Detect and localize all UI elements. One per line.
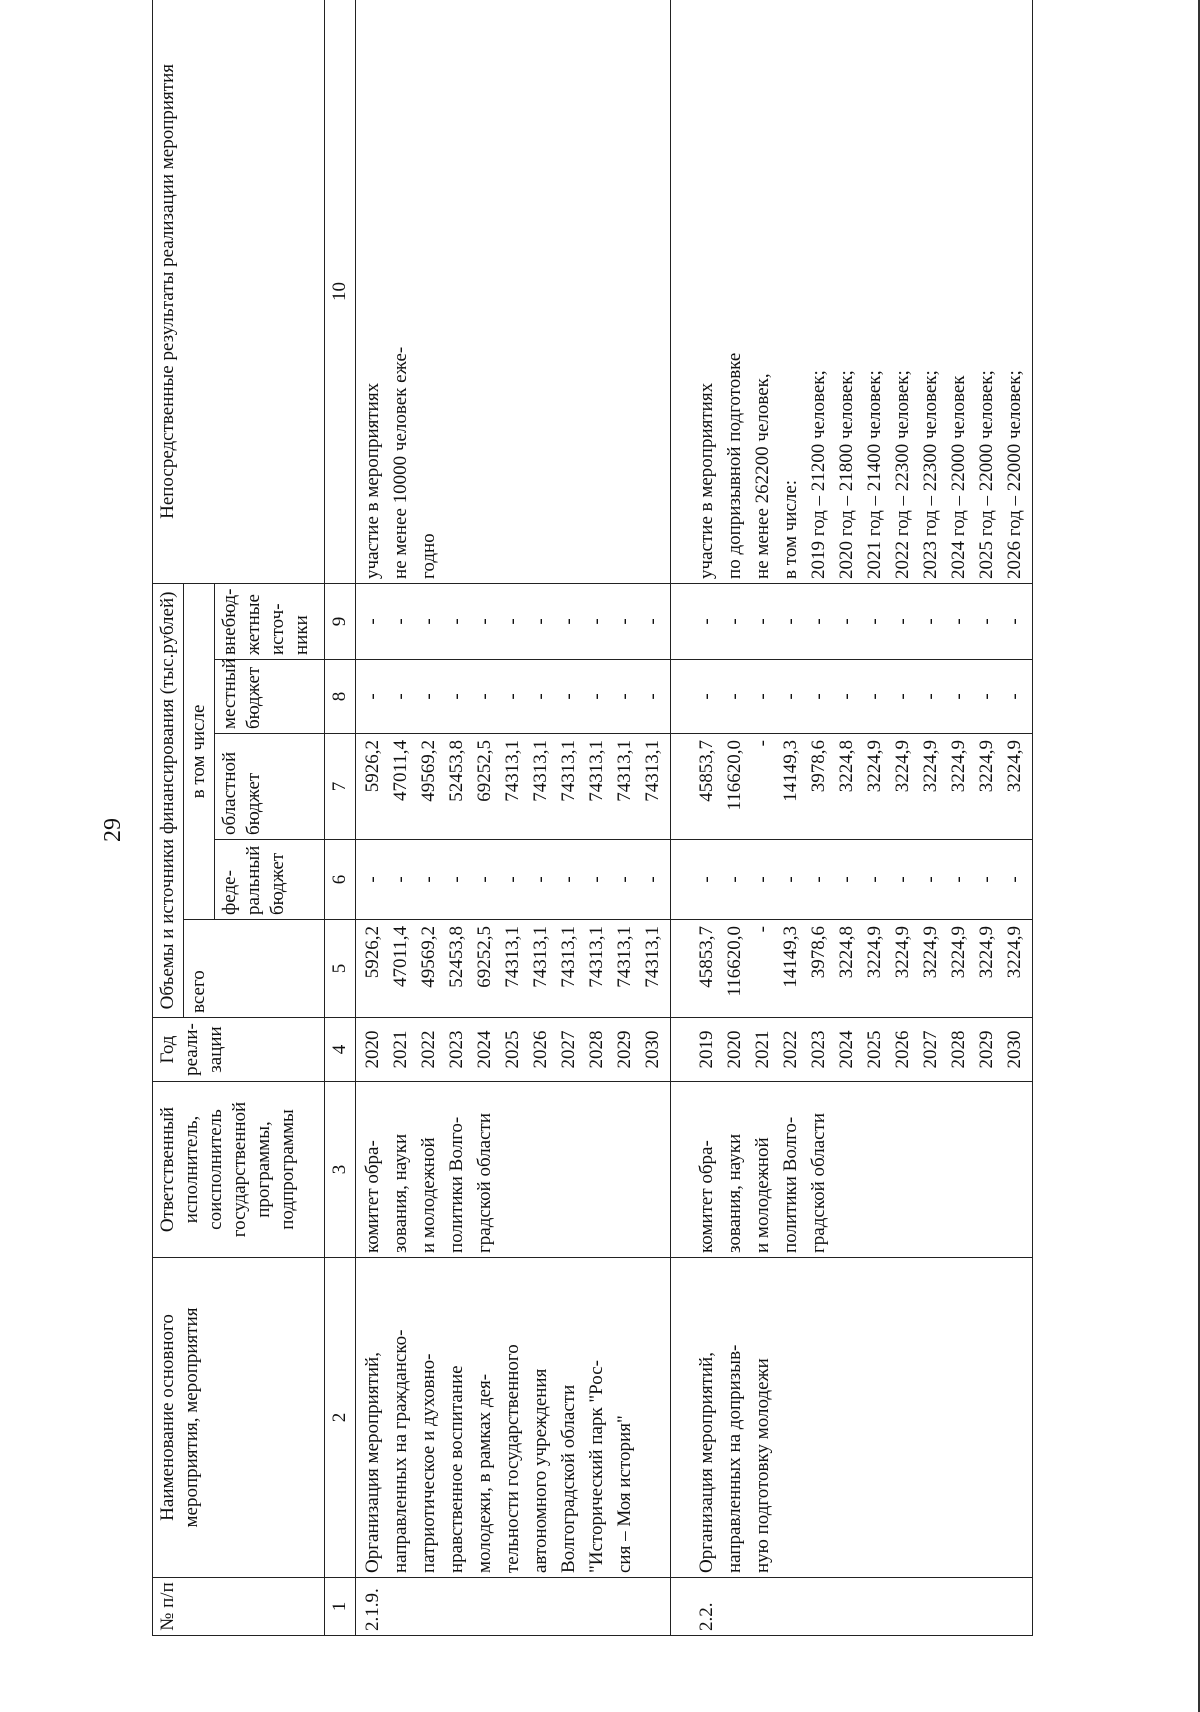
row-local	[671, 660, 1033, 734]
local-value: -	[418, 693, 439, 700]
local-value: -	[892, 693, 913, 700]
header-year: Год реали-зации	[153, 1018, 325, 1082]
name-line: Организация мероприятий,	[696, 1352, 717, 1573]
regional-value: -	[752, 740, 773, 747]
name-line: молодежи, в рамках дея-	[474, 1373, 495, 1573]
federal-value: -	[390, 876, 411, 883]
extrabudget-value: -	[948, 618, 969, 625]
extrabudget-value: -	[724, 618, 745, 625]
extrabudget-value: -	[752, 618, 773, 625]
result-line: 2024 год – 22000 человек	[948, 375, 969, 579]
program-table	[152, 0, 1033, 1636]
year-value: 2025	[864, 1030, 885, 1069]
year-value: 2019	[696, 1030, 717, 1069]
federal-value: -	[502, 876, 523, 883]
regional-value: 49569,2	[418, 740, 439, 802]
total-value: 5926,2	[362, 926, 383, 979]
result-line: не менее 10000 человек еже-	[390, 346, 411, 579]
year-value: 2020	[362, 1030, 383, 1069]
local-value: -	[808, 693, 829, 700]
year-value: 2028	[948, 1030, 969, 1069]
local-value: -	[642, 693, 663, 700]
row-name	[671, 1258, 1033, 1578]
regional-value: 45853,7	[696, 740, 717, 802]
extrabudget-value: -	[530, 618, 551, 625]
extrabudget-value: -	[502, 618, 523, 625]
header-finance: Объемы и источники финансирования (тыс.рублей)	[153, 583, 184, 1017]
extrabudget-value: -	[1004, 618, 1025, 625]
federal-value: -	[752, 876, 773, 883]
extrabudget-value: -	[920, 618, 941, 625]
result-line: 2023 год – 22300 человек;	[920, 370, 941, 579]
result-line: годно	[418, 533, 439, 579]
local-value: -	[446, 693, 467, 700]
row-years	[356, 1018, 671, 1082]
federal-value: -	[696, 876, 717, 883]
executor-line: комитет обра-	[362, 1140, 383, 1253]
column-number-row	[325, 0, 356, 1636]
row-total	[356, 920, 671, 1018]
name-line: "Исторический парк "Рос-	[586, 1359, 607, 1573]
row-years	[671, 1018, 1033, 1082]
row-federal	[671, 840, 1033, 920]
total-value: 74313,1	[558, 926, 579, 988]
federal-value: -	[724, 876, 745, 883]
regional-value: 52453,8	[446, 740, 467, 802]
extrabudget-value: -	[558, 618, 579, 625]
year-value: 2026	[530, 1030, 551, 1069]
total-value: 74313,1	[530, 926, 551, 988]
year-value: 2029	[614, 1030, 635, 1069]
header-total: всего	[184, 920, 325, 1018]
row-regional	[356, 734, 671, 840]
row-name	[356, 1258, 671, 1578]
total-value: 49569,2	[418, 926, 439, 988]
executor-line: градской области	[808, 1112, 829, 1253]
federal-value: -	[976, 876, 997, 883]
executor-line: политики Волго-	[446, 1116, 467, 1253]
total-value: 69252,5	[474, 926, 495, 988]
year-value: 2024	[836, 1030, 857, 1069]
regional-value: 116620,0	[724, 740, 745, 811]
row-number: 2.2.	[671, 1578, 1033, 1636]
federal-value: -	[780, 876, 801, 883]
total-value: -	[752, 926, 773, 933]
year-value: 2023	[808, 1030, 829, 1069]
extrabudget-value: -	[892, 618, 913, 625]
total-value: 3224,9	[1004, 926, 1025, 979]
total-value: 45853,7	[696, 926, 717, 988]
row-federal	[356, 840, 671, 920]
local-value: -	[474, 693, 495, 700]
result-line: участие в мероприятиях	[696, 382, 717, 579]
federal-value: -	[362, 876, 383, 883]
extrabudget-value: -	[586, 618, 607, 625]
federal-value: -	[474, 876, 495, 883]
regional-value: 3224,9	[976, 740, 997, 793]
total-value: 3224,8	[836, 926, 857, 979]
result-line: 2020 год – 21800 человек;	[836, 370, 857, 579]
regional-value: 74313,1	[558, 740, 579, 802]
federal-value: -	[948, 876, 969, 883]
name-line: автономного учреждения	[530, 1368, 551, 1573]
result-line: не менее 262200 человек,	[752, 373, 773, 579]
table-row	[671, 0, 1033, 1636]
header-executor: Ответственный исполнитель, соисполнитель государственной программы, подпрограммы	[153, 1082, 325, 1258]
result-line: участие в мероприятиях	[362, 382, 383, 579]
federal-value: -	[920, 876, 941, 883]
extrabudget-value: -	[642, 618, 663, 625]
regional-value: 3224,9	[1004, 740, 1025, 793]
regional-value: 3224,9	[920, 740, 941, 793]
local-value: -	[696, 693, 717, 700]
row-executor	[356, 1082, 671, 1258]
extrabudget-value: -	[780, 618, 801, 625]
year-value: 2027	[558, 1030, 579, 1069]
extrabudget-value: -	[390, 618, 411, 625]
total-value: 74313,1	[502, 926, 523, 988]
name-line: тельности государственного	[502, 1344, 523, 1573]
local-value: -	[752, 693, 773, 700]
colnum-3: 3	[325, 1082, 356, 1258]
total-value: 14149,3	[780, 926, 801, 988]
result-line: по допризывной подготовке	[724, 352, 745, 579]
executor-line: зования, науки	[724, 1133, 745, 1253]
local-value: -	[920, 693, 941, 700]
colnum-9: 9	[325, 583, 356, 659]
result-line: 2025 год – 22000 человек;	[976, 370, 997, 579]
executor-line: зования, науки	[390, 1133, 411, 1253]
header-local: местный бюджет	[215, 660, 325, 734]
header-row-1	[153, 0, 184, 1636]
year-value: 2029	[976, 1030, 997, 1069]
executor-line: градской области	[474, 1112, 495, 1253]
year-value: 2030	[1004, 1030, 1025, 1069]
name-line: направленных на допризыв-	[724, 1344, 745, 1573]
federal-value: -	[558, 876, 579, 883]
year-value: 2024	[474, 1030, 495, 1069]
extrabudget-value: -	[836, 618, 857, 625]
name-line: Организация мероприятий,	[362, 1352, 383, 1573]
name-line: направленных на гражданско-	[390, 1329, 411, 1573]
regional-value: 47011,4	[390, 740, 411, 802]
local-value: -	[390, 693, 411, 700]
year-value: 2027	[920, 1030, 941, 1069]
regional-value: 3224,8	[836, 740, 857, 793]
table-body	[356, 0, 1033, 1636]
total-value: 52453,8	[446, 926, 467, 988]
name-line: нравственное воспитание	[446, 1365, 467, 1573]
header-name: Наименование основного мероприятия, мероприятия	[153, 1258, 325, 1578]
local-value: -	[502, 693, 523, 700]
executor-line: и молодежной	[418, 1137, 439, 1253]
name-line: ную подготовку молодежи	[752, 1358, 773, 1573]
year-value: 2021	[752, 1030, 773, 1069]
total-value: 3224,9	[976, 926, 997, 979]
executor-line: политики Волго-	[780, 1116, 801, 1253]
year-value: 2025	[502, 1030, 523, 1069]
colnum-4: 4	[325, 1018, 356, 1082]
year-value: 2028	[586, 1030, 607, 1069]
extrabudget-value: -	[446, 618, 467, 625]
regional-value: 74313,1	[614, 740, 635, 802]
total-value: 3224,9	[864, 926, 885, 979]
extrabudget-value: -	[976, 618, 997, 625]
page-number: 29	[100, 818, 126, 842]
row-local	[356, 660, 671, 734]
extrabudget-value: -	[614, 618, 635, 625]
federal-value: -	[864, 876, 885, 883]
regional-value: 3978,6	[808, 740, 829, 793]
colnum-10: 10	[325, 0, 356, 583]
colnum-7: 7	[325, 734, 356, 840]
header-num: № п/п	[153, 1578, 325, 1636]
year-value: 2026	[892, 1030, 913, 1069]
row-executor	[671, 1082, 1033, 1258]
result-line: 2019 год – 21200 человек;	[808, 370, 829, 579]
regional-value: 3224,9	[892, 740, 913, 793]
year-value: 2022	[418, 1030, 439, 1069]
row-result	[356, 0, 671, 583]
total-value: 47011,4	[390, 926, 411, 988]
local-value: -	[558, 693, 579, 700]
rotated-page	[152, 0, 1147, 1636]
federal-value: -	[446, 876, 467, 883]
name-line: Волгоградской области	[558, 1384, 579, 1573]
total-value: 116620,0	[724, 926, 745, 997]
name-line: патриотическое и духовно-	[418, 1353, 439, 1573]
federal-value: -	[808, 876, 829, 883]
regional-value: 3224,9	[948, 740, 969, 793]
colnum-2: 2	[325, 1258, 356, 1578]
local-value: -	[780, 693, 801, 700]
federal-value: -	[836, 876, 857, 883]
federal-value: -	[892, 876, 913, 883]
result-line: 2021 год – 21400 человек;	[864, 370, 885, 579]
name-line: сия – Моя история"	[614, 1415, 635, 1573]
header-including: в том числе	[184, 583, 215, 919]
extrabudget-value: -	[696, 618, 717, 625]
extrabudget-value: -	[362, 618, 383, 625]
extrabudget-value: -	[864, 618, 885, 625]
federal-value: -	[530, 876, 551, 883]
year-value: 2021	[390, 1030, 411, 1069]
federal-value: -	[418, 876, 439, 883]
year-value: 2023	[446, 1030, 467, 1069]
extrabudget-value: -	[808, 618, 829, 625]
regional-value: 69252,5	[474, 740, 495, 802]
local-value: -	[864, 693, 885, 700]
regional-value: 14149,3	[780, 740, 801, 802]
local-value: -	[948, 693, 969, 700]
regional-value: 74313,1	[530, 740, 551, 802]
colnum-6: 6	[325, 840, 356, 920]
total-value: 3224,9	[948, 926, 969, 979]
header-regional: областной бюджет	[215, 734, 325, 840]
total-value: 74313,1	[642, 926, 663, 988]
row-result	[671, 0, 1033, 583]
regional-value: 74313,1	[586, 740, 607, 802]
federal-value: -	[614, 876, 635, 883]
table-row	[356, 0, 671, 1636]
regional-value: 74313,1	[642, 740, 663, 802]
total-value: 74313,1	[614, 926, 635, 988]
row-regional	[671, 734, 1033, 840]
executor-line: и молодежной	[752, 1137, 773, 1253]
year-value: 2022	[780, 1030, 801, 1069]
total-value: 3224,9	[892, 926, 913, 979]
regional-value: 3224,9	[864, 740, 885, 793]
colnum-8: 8	[325, 660, 356, 734]
extrabudget-value: -	[418, 618, 439, 625]
header-results: Непосредственные результаты реализации мероприятия	[153, 0, 325, 583]
local-value: -	[586, 693, 607, 700]
row-total	[671, 920, 1033, 1018]
year-value: 2030	[642, 1030, 663, 1069]
local-value: -	[724, 693, 745, 700]
regional-value: 5926,2	[362, 740, 383, 793]
local-value: -	[976, 693, 997, 700]
federal-value: -	[586, 876, 607, 883]
local-value: -	[530, 693, 551, 700]
total-value: 3978,6	[808, 926, 829, 979]
header-extrabudget: внебюд-жетные источ-ники	[215, 583, 325, 659]
executor-line: комитет обра-	[696, 1140, 717, 1253]
regional-value: 74313,1	[502, 740, 523, 802]
colnum-1: 1	[325, 1578, 356, 1636]
result-line: 2022 год – 22300 человек;	[892, 370, 913, 579]
header-federal: феде-ральный бюджет	[215, 840, 325, 920]
federal-value: -	[1004, 876, 1025, 883]
local-value: -	[362, 693, 383, 700]
result-line: в том числе:	[780, 479, 801, 579]
row-extrabudget	[671, 583, 1033, 659]
extrabudget-value: -	[474, 618, 495, 625]
federal-value: -	[642, 876, 663, 883]
row-number: 2.1.9.	[356, 1578, 671, 1636]
total-value: 74313,1	[586, 926, 607, 988]
local-value: -	[614, 693, 635, 700]
year-value: 2020	[724, 1030, 745, 1069]
row-extrabudget	[356, 583, 671, 659]
local-value: -	[1004, 693, 1025, 700]
colnum-5: 5	[325, 920, 356, 1018]
result-line: 2026 год – 22000 человек;	[1004, 370, 1025, 579]
local-value: -	[836, 693, 857, 700]
total-value: 3224,9	[920, 926, 941, 979]
